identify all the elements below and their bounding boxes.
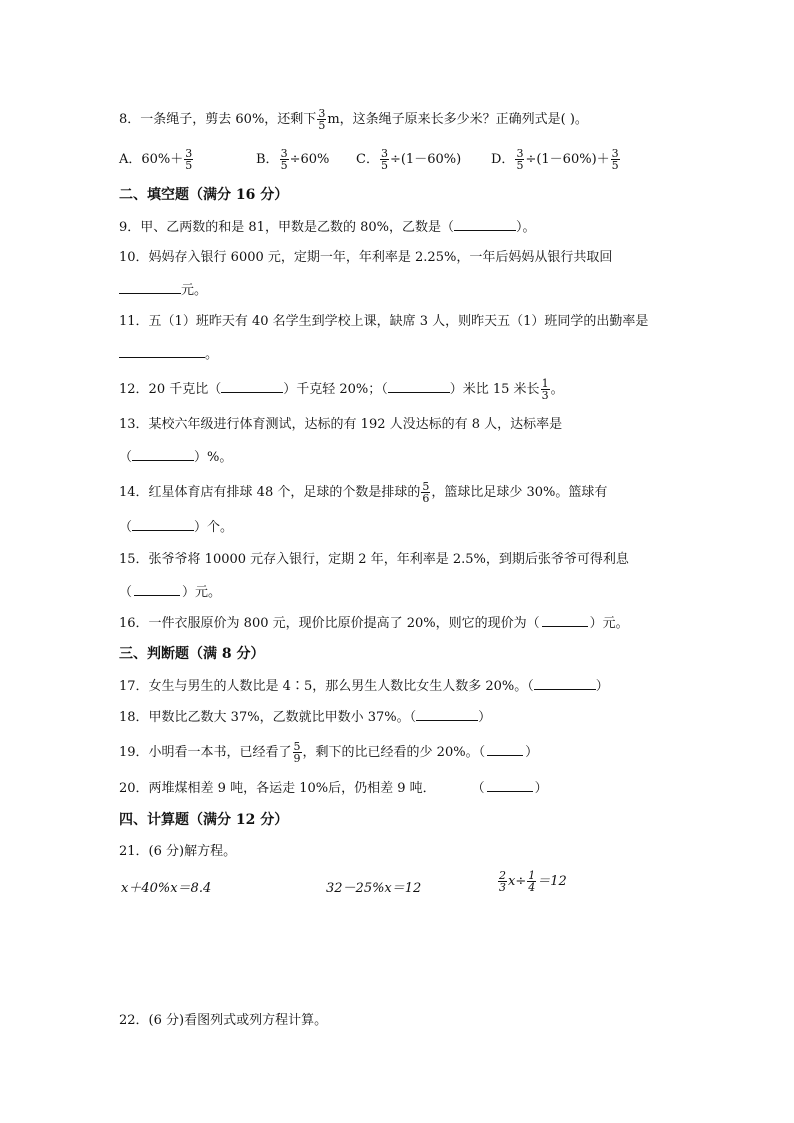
option-c-den: 5: [380, 159, 388, 172]
question-10: [119, 249, 612, 267]
q16-text: 16．一件衣服原价为 800 元，现价比原价提高了 20%，则它的现价为（: [119, 616, 540, 631]
q13-answer-blank[interactable]: [132, 448, 194, 461]
eq3-fraction-1: [498, 870, 507, 893]
q20-text: 20．两堆煤相差 9 吨，各运走 10%后，仍相差 9 吨．: [119, 781, 436, 796]
option-d-mid: ÷(1－60%)＋: [525, 152, 610, 167]
q12-answer-blank-1[interactable]: [221, 380, 283, 393]
option-c-tail: ÷(1－60%): [389, 152, 462, 167]
q8-fraction: [317, 108, 326, 131]
option-d-den2: 5: [611, 159, 619, 172]
q10-tail: 元。: [181, 283, 208, 298]
q8-frac-denominator: 5: [318, 119, 326, 132]
section-3-heading: 三、判断题（满 8 分）: [119, 646, 265, 662]
q17-text: 17．女生与男生的人数比是 4∶5，那么男生人数比女生人数多 20%。（: [119, 679, 534, 694]
option-a-num: 3: [185, 147, 193, 160]
q14-open: （: [119, 520, 133, 535]
option-a-den: 5: [185, 159, 193, 172]
q9-text: 9．甲、乙两数的和是 81，甲数是乙数的 80%，乙数是（: [119, 220, 454, 235]
q19-text-2: ，剩下的比已经看的少 20%。（: [302, 745, 486, 760]
q19-frac-den: 9: [293, 752, 301, 765]
question-11-answer: [119, 345, 218, 364]
question-11: [119, 313, 648, 331]
q10-text: 10．妈妈存入银行 6000 元，定期一年，年利率是 2.25%，一年后妈妈从银行共取回: [119, 250, 613, 265]
question-14-answer: [119, 518, 233, 537]
option-c-num: 3: [380, 147, 388, 160]
q11-text: 11．五（1）班昨天有 40 名学生到学校上课，缺席 3 人，则昨天五（1）班同学的出勤率是: [119, 314, 649, 329]
eq3-tail: ＝12: [537, 874, 567, 889]
eq3-den1: 3: [499, 881, 506, 894]
q16-tail: ）元。: [589, 616, 629, 631]
option-c-fraction: [380, 148, 389, 171]
question-15-answer: [119, 583, 221, 602]
q18-text: 18．甲数比乙数大 37%，乙数就比甲数小 37%。（: [119, 710, 417, 725]
option-d-fraction-2: [611, 148, 620, 171]
q13-tail: ）%。: [194, 450, 233, 465]
q21-text: 21．(6 分)解方程。: [119, 844, 237, 859]
q17-tail: ）: [595, 679, 609, 694]
question-22: [119, 1012, 327, 1030]
q21-equation-1: x＋40%x＝8.4: [121, 881, 212, 896]
section-4-heading: 四、计算题（满分 12 分）: [119, 812, 289, 828]
q8-option-c[interactable]: [356, 148, 461, 171]
option-b-num: 3: [280, 147, 288, 160]
q15-open: （: [119, 585, 133, 600]
question-21: [119, 843, 236, 861]
section-2-heading: 二、填空题（满分 16 分）: [119, 187, 289, 203]
eq3-num2: 1: [528, 869, 536, 882]
option-d-num2: 3: [611, 147, 619, 160]
option-d-label: D．: [491, 152, 515, 167]
q13-text: 13．某校六年级进行体育测试，达标的有 192 人没达标的有 8 人，达标率是: [119, 417, 563, 432]
q12-part-c: ）米比 15 米长: [449, 382, 540, 397]
q11-tail: 。: [205, 347, 219, 362]
q8-option-a[interactable]: [119, 148, 194, 171]
q21-equation-3: [497, 870, 567, 893]
q19-answer-blank[interactable]: [487, 743, 523, 756]
q20-open: （: [471, 781, 485, 796]
option-b-fraction: [280, 148, 289, 171]
q14-tail: ）个。: [194, 520, 234, 535]
q18-answer-blank[interactable]: [416, 708, 478, 721]
q16-answer-blank[interactable]: [542, 614, 588, 627]
question-12: [119, 378, 564, 401]
q12-fraction: [541, 378, 550, 401]
q8-prefix: 8．一条绳子，剪去 60%，还剩下: [119, 112, 317, 127]
eq3-mid: x÷: [508, 874, 527, 889]
option-a-fraction: [184, 148, 193, 171]
q14-answer-blank[interactable]: [132, 518, 194, 531]
q12-frac-den: 3: [541, 389, 549, 402]
q17-answer-blank[interactable]: [534, 677, 596, 690]
q14-fraction: [421, 481, 430, 504]
option-d-fraction-1: [515, 148, 524, 171]
question-13: [119, 416, 562, 434]
question-14: [119, 481, 607, 504]
q12-tail: 。: [550, 382, 564, 397]
question-15: [119, 551, 629, 569]
question-16: [119, 614, 629, 633]
q15-text: 15．张爷爷将 10000 元存入银行，定期 2 年，年利率是 2.5%，到期后张爷爷可得利息: [119, 552, 629, 567]
option-c-label: C．: [356, 152, 379, 167]
q12-part-b: ）千克轻 20%；（: [283, 382, 388, 397]
q14-frac-den: 6: [422, 492, 430, 505]
q13-open: （: [119, 450, 133, 465]
q19-frac-num: 5: [293, 740, 301, 753]
question-13-answer: [119, 448, 232, 467]
q22-text: 22．(6 分)看图列式或列方程计算。: [119, 1013, 328, 1028]
q14-frac-num: 5: [422, 480, 430, 493]
q18-tail: ）: [478, 710, 492, 725]
q9-answer-blank[interactable]: [454, 218, 516, 231]
question-18: [119, 708, 491, 727]
q15-answer-blank[interactable]: [134, 583, 180, 596]
question-17: [119, 677, 609, 696]
question-20: [119, 779, 548, 798]
q12-part-a: 12．20 千克比（: [119, 382, 222, 397]
q8-option-d[interactable]: [491, 148, 621, 171]
q8-unit: m: [327, 112, 340, 127]
q8-frac-numerator: 3: [318, 107, 326, 120]
q20-answer-blank[interactable]: [487, 779, 533, 792]
q12-frac-num: 1: [541, 377, 549, 390]
q20-tail: ）: [534, 781, 548, 796]
option-b-label: B．: [256, 152, 279, 167]
question-9: [119, 218, 536, 237]
q14-text-2: ，篮球比足球少 30%。篮球有: [431, 485, 608, 500]
question-19: [119, 741, 538, 764]
eq3-den2: 4: [528, 881, 536, 894]
option-d-num1: 3: [516, 147, 524, 160]
q9-tail: ）。: [515, 220, 536, 235]
q19-text: 19．小明看一本书，已经看了: [119, 745, 292, 760]
option-d-den1: 5: [516, 159, 524, 172]
q14-text: 14．红星体育店有排球 48 个，足球的个数是排球的: [119, 485, 421, 500]
q10-answer-blank[interactable]: [119, 281, 181, 294]
option-a-label: A．60%＋: [119, 152, 184, 167]
q8-option-b[interactable]: [256, 148, 329, 171]
q19-fraction: [293, 741, 302, 764]
eq3-fraction-2: [527, 870, 536, 893]
option-b-den: 5: [280, 159, 288, 172]
eq3-num1: 2: [499, 869, 506, 882]
question-8: [119, 108, 588, 131]
q21-equation-2: 32－25%x＝12: [326, 881, 422, 896]
q12-answer-blank-2[interactable]: [388, 380, 450, 393]
option-b-tail: ÷60%: [289, 152, 330, 167]
question-10-answer: [119, 281, 207, 300]
q11-answer-blank[interactable]: [119, 345, 205, 358]
q15-tail: ）元。: [182, 585, 222, 600]
q8-suffix: ，这条绳子原来长多少米？正确列式是( )。: [339, 112, 588, 127]
q19-tail: ）: [525, 745, 539, 760]
